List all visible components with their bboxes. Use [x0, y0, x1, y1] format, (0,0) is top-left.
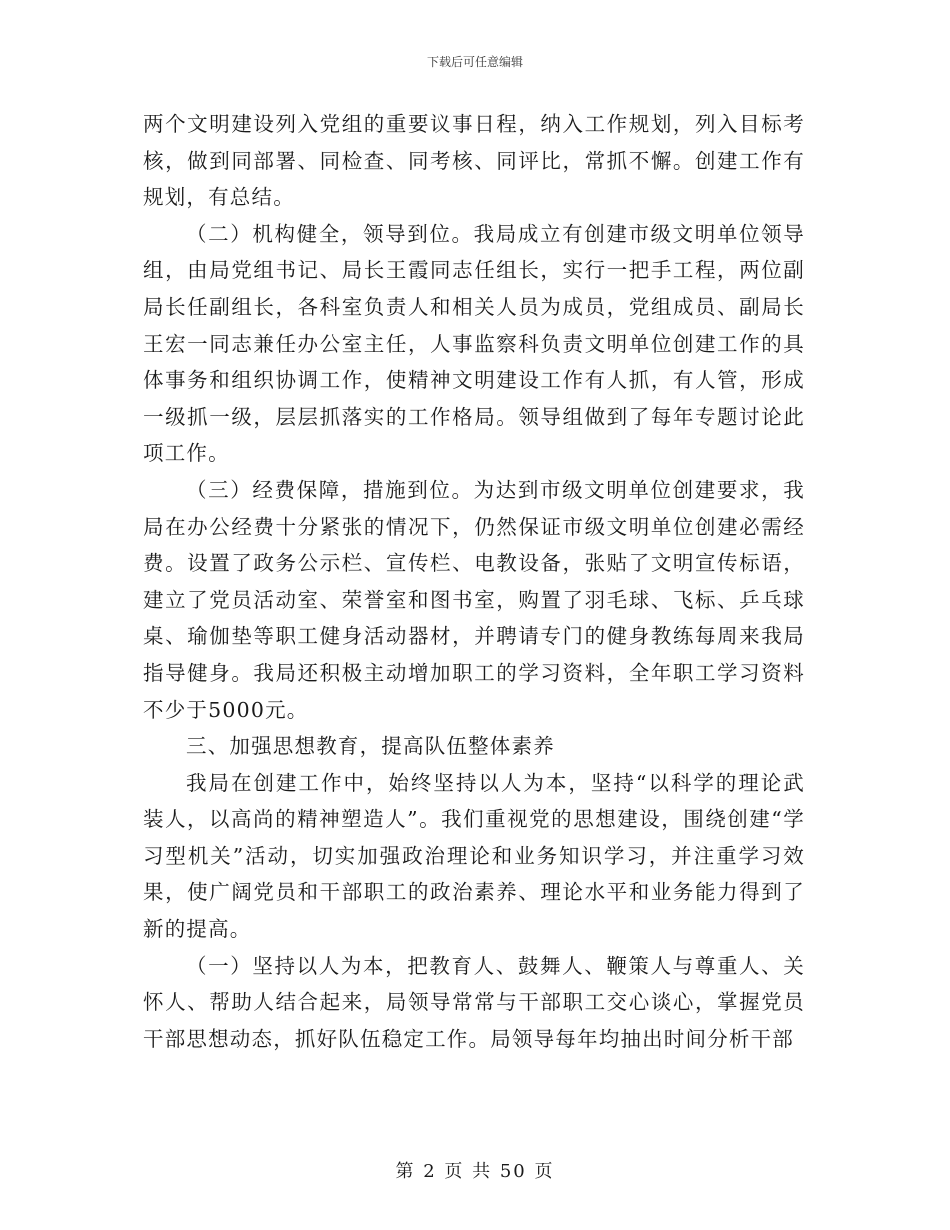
page-number: 第 2 页 共 50 页 [395, 1161, 555, 1182]
paragraph-funding: （三）经费保障，措施到位。为达到市级文明单位创建要求，我局在办公经费十分紧张的情况下，仍然保证市级文明单位创建必需经费。设置了政务公示栏、宣传栏、电教设备，张贴了文明宣传标语，建立了党员活动室、荣誉室和图书室，购置了羽毛球、飞标、乒乓球桌、瑜伽垫等职工健身活动器材，并聘请专门的健身教练每周来我局指导健身。我局还积极主动增加职工的学习资料，全年职工学习资料不少于5000元。 [143, 477, 805, 722]
paragraph-people-oriented: （一）坚持以人为本，把教育人、鼓舞人、鞭策人与尊重人、关怀人、帮助人结合起来，局领导常常与干部职工交心谈心，掌握党员干部思想动态，抓好队伍稳定工作。局领导每年均抽出时间分析干部 [143, 953, 805, 1051]
section-heading: 三、加强思想教育，提高队伍整体素养 [186, 734, 555, 759]
document-body [143, 106, 805, 1057]
paragraph-continuation: 两个文明建设列入党组的重要议事日程，纳入工作规划，列入目标考核，做到同部署、同检查、同考核、同评比，常抓不懈。创建工作有规划，有总结。 [143, 112, 805, 210]
page-header: 下载后可任意编辑 [426, 55, 523, 69]
paragraph-organization: （二）机构健全，领导到位。我局成立有创建市级文明单位领导组，由局党组书记、局长王霞同志任组长，实行一把手工程，两位副局长任副组长，各科室负责人和相关人员为成员，党组成员、副局长王宏一同志兼任办公室主任，人事监察科负责文明单位创建工作的具体事务和组织协调工作，使精神文明建设工作有人抓，有人管，形成一级抓一级，层层抓落实的工作格局。领导组做到了每年专题讨论此项工作。 [143, 221, 805, 466]
paragraph-ideology: 我局在创建工作中，始终坚持以人为本，坚持“以科学的理论武装人，以高尚的精神塑造人”。我们重视党的思想建设，围绕创建“学习型机关”活动，切实加强政治理论和业务知识学习，并注重学习效果，使广阔党员和干部职工的政治素养、理论水平和业务能力得到了新的提高。 [143, 770, 805, 942]
